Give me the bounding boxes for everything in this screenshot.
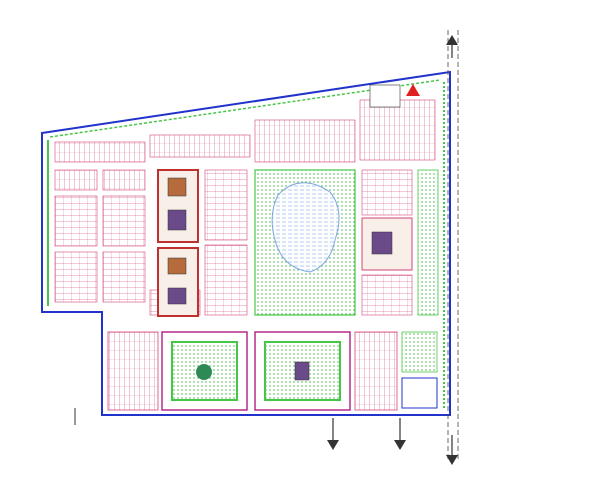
residential-blocks-east [362, 170, 438, 315]
public-facility-blocks [158, 170, 198, 316]
residential-blocks-south [108, 332, 437, 410]
central-park [255, 170, 355, 315]
